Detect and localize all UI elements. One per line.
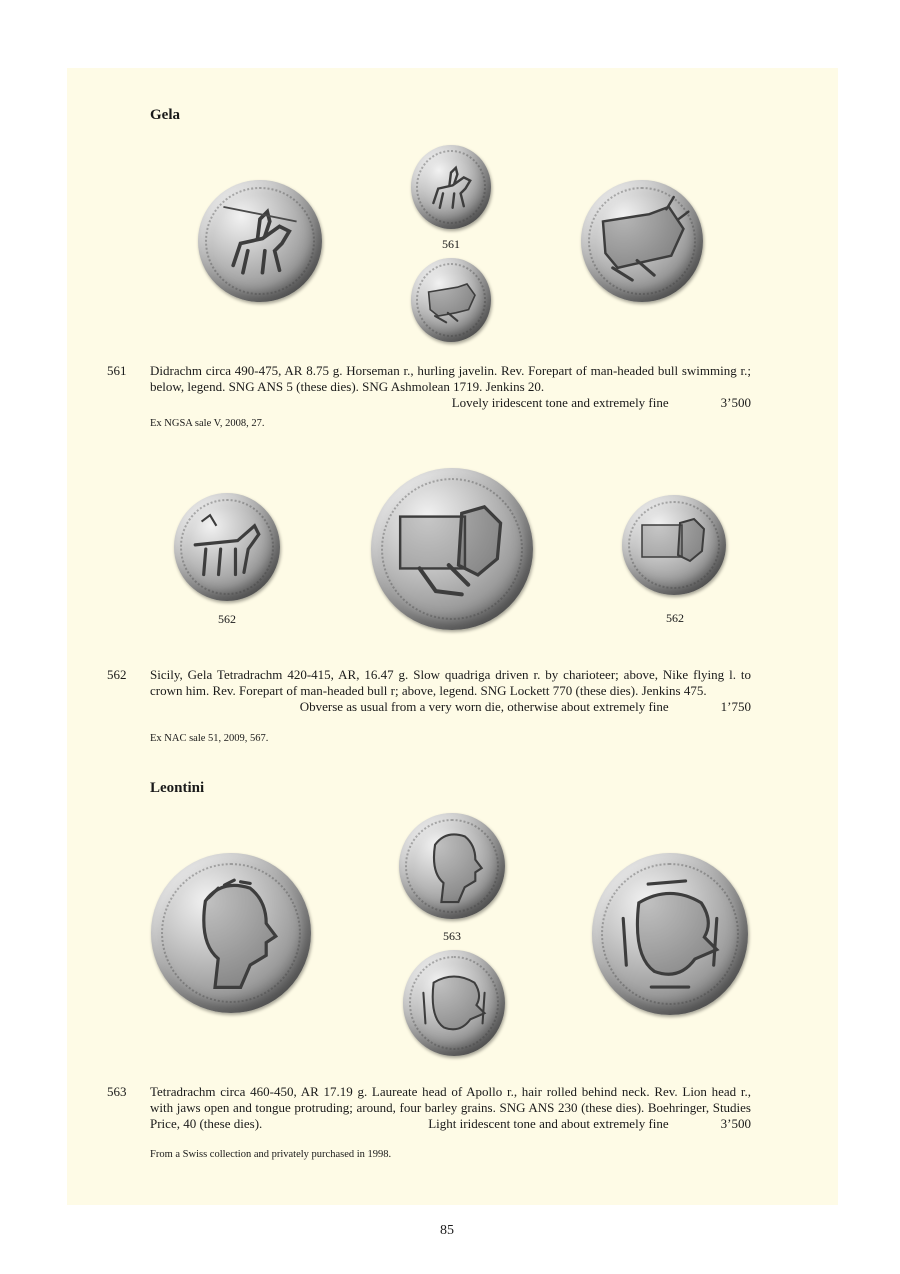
coin-561-reverse-small	[411, 258, 491, 342]
coin-563-obverse-large	[151, 853, 311, 1013]
coin-label-562-right: 562	[666, 611, 684, 625]
coin-562-obverse	[174, 493, 280, 601]
lion-head-icon	[592, 853, 748, 1015]
bull-icon	[371, 468, 533, 630]
price-561: 3’500	[720, 395, 751, 410]
apollo-head-icon	[399, 813, 505, 919]
lot-number-563: 563	[107, 1084, 127, 1099]
quadriga-icon	[174, 493, 280, 601]
provenance-563: From a Swiss collection and privately purchased in 1998.	[150, 1149, 392, 1160]
bull-icon	[581, 180, 703, 302]
lot-number-562: 562	[107, 667, 127, 682]
price-563: 3’500	[720, 1116, 751, 1131]
page-number: 85	[440, 1223, 454, 1238]
lot-text-562: Sicily, Gela Tetradrachm 420-415, AR, 16.47 g. Slow quadriga driven r. by charioteer; above, Nike flying l. to crown him. Rev. Forepart of man-headed bull r; above, legend. SNG Lockett 770 (these dies). Jenkins 475.	[150, 667, 751, 698]
condition-561: Lovely iridescent tone and extremely fine	[451, 395, 669, 410]
lion-head-icon	[403, 950, 505, 1056]
lot-text-561: Didrachm circa 490-475, AR 8.75 g. Horseman r., hurling javelin. Rev. Forepart of man-headed bull swimming r.; below, legend. SNG ANS 5 (these dies). SNG Ashmolean 1719. Jenkins 20.	[150, 363, 751, 394]
provenance-562: Ex NAC sale 51, 2009, 567.	[150, 733, 269, 744]
coin-562-reverse-small	[622, 495, 726, 595]
coin-label-561: 561	[442, 237, 460, 251]
bull-icon	[411, 258, 491, 342]
provenance-561: Ex NGSA sale V, 2008, 27.	[150, 418, 265, 429]
lot-description-563	[150, 1084, 751, 1132]
horseman-icon	[198, 180, 322, 302]
coin-563-reverse-small	[403, 950, 505, 1056]
condition-562: Obverse as usual from a very worn die, otherwise about extremely fine	[299, 699, 669, 714]
bull-icon	[622, 495, 726, 595]
coin-563-reverse-large	[592, 853, 748, 1015]
apollo-head-icon	[151, 853, 311, 1013]
coin-561-reverse-large	[581, 180, 703, 302]
price-562: 1’750	[720, 699, 751, 714]
lot-number-561: 561	[107, 363, 127, 378]
lot-description-561	[150, 363, 751, 411]
coin-561-obverse-large	[198, 180, 322, 302]
section-title-leontini: Leontini	[150, 780, 205, 796]
section-title-gela: Gela	[150, 107, 180, 123]
condition-563: Light iridescent tone and about extremely fine	[428, 1116, 669, 1131]
price-line-562	[150, 699, 751, 715]
coin-561-obverse-small	[411, 145, 491, 229]
coin-562-reverse-large	[371, 468, 533, 630]
coin-label-562-left: 562	[218, 612, 236, 626]
coin-563-obverse-small	[399, 813, 505, 919]
lot-description-562	[150, 667, 751, 715]
coin-label-563: 563	[443, 929, 461, 943]
horseman-icon	[411, 145, 491, 229]
lot-text-563: Tetradrachm circa 460-450, AR 17.19 g. Laureate head of Apollo r., hair rolled behind neck. Rev. Lion head r., with jaws open and tongue protruding; around, four barley grains. SNG ANS 230 (these dies). Boehringer, Studies Price, 40 (these dies).	[150, 1084, 751, 1131]
price-line-561	[150, 395, 751, 411]
